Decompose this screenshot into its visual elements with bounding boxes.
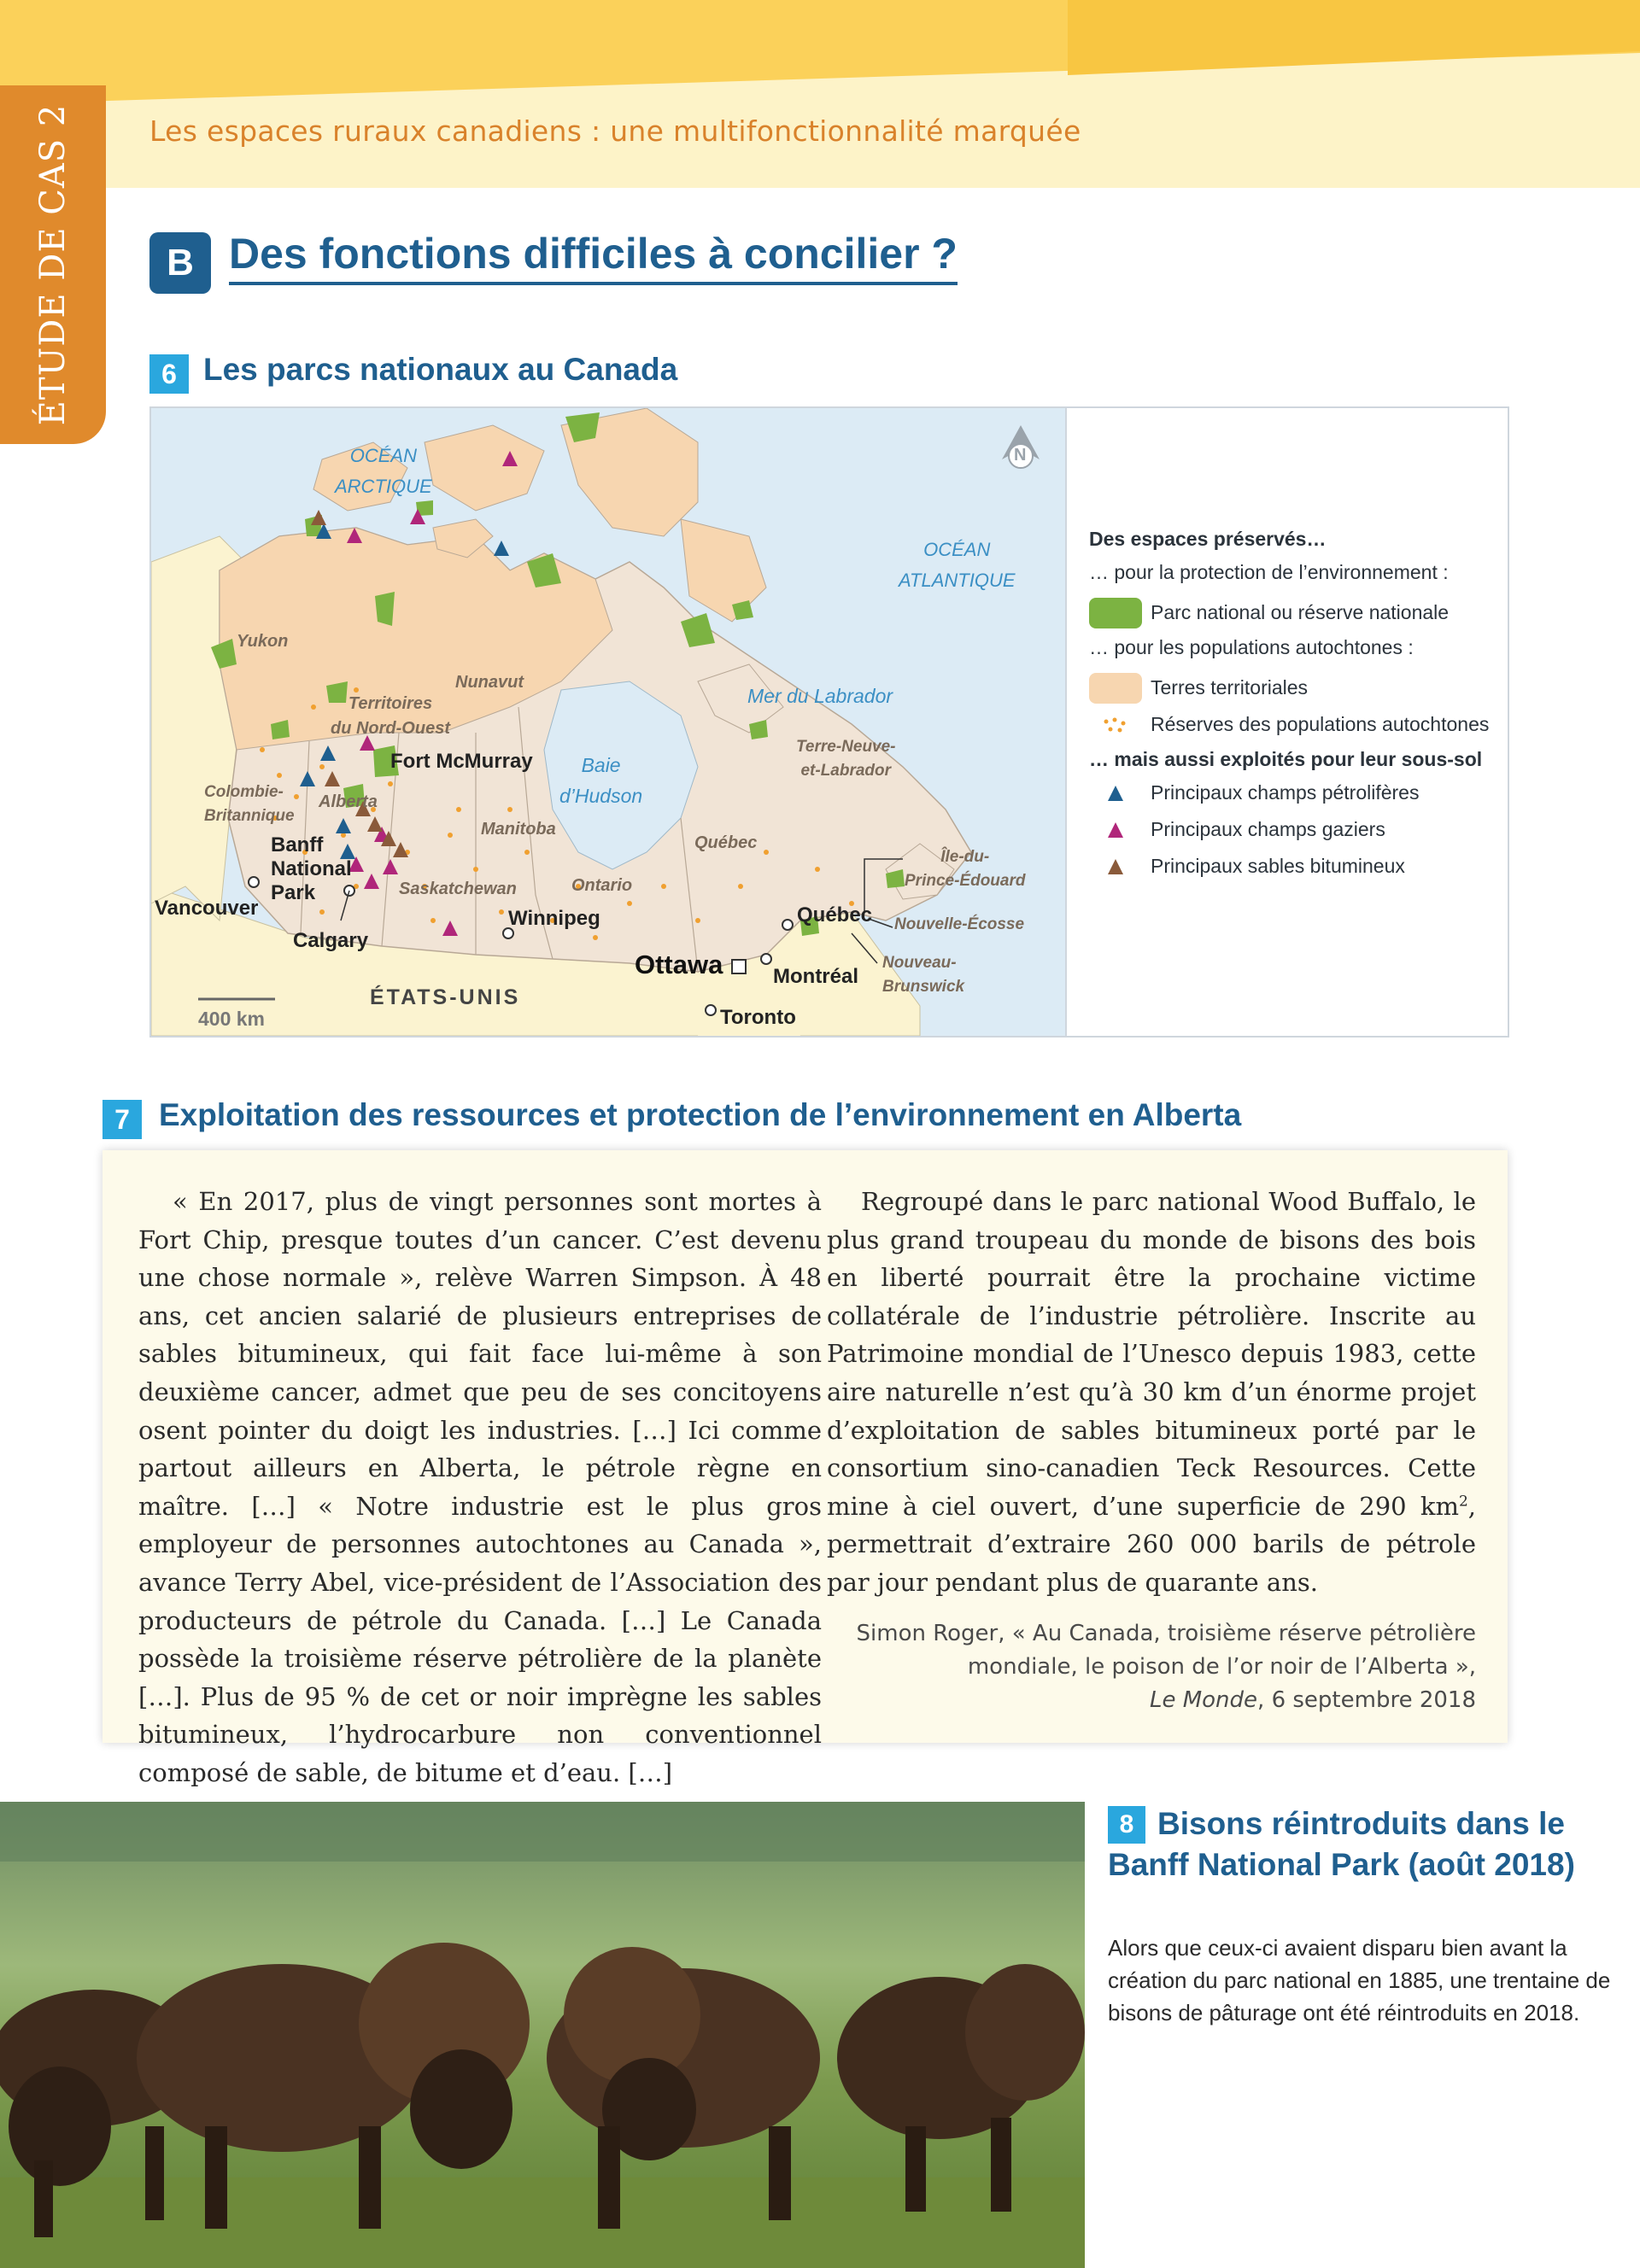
legend-swatch-parc <box>1089 598 1142 628</box>
legend-label-petrole: Principaux champs pétrolifères <box>1151 781 1420 804</box>
legend-env-sub: … pour la protection de l’environnement : <box>1089 561 1449 583</box>
label-nouveau-brunswick: Nouveau- Brunswick <box>882 954 965 996</box>
label-ile-prince-edouard: Île-du- Prince-Édouard <box>905 848 1026 890</box>
section-b-badge: B <box>149 232 211 294</box>
map-labels <box>151 408 1065 1036</box>
doc7-right-column <box>827 1183 1476 1717</box>
doc8-number-badge: 8 <box>1108 1806 1145 1844</box>
doc7-title: Exploitation des ressources et protection de l’environnement en Alberta <box>159 1097 1242 1132</box>
side-tab-label: ÉTUDE DE CAS 2 <box>33 103 73 426</box>
doc7-number-badge: 7 <box>102 1100 142 1139</box>
label-baie-hudson: Baie d’Hudson <box>559 754 643 807</box>
legend-label-gaz: Principaux champs gaziers <box>1151 818 1385 840</box>
label-montreal: Montréal <box>773 965 859 988</box>
label-banff: Banff National Park <box>271 833 352 904</box>
bison-photo <box>0 1802 1085 2268</box>
oil-triangle-icon <box>1089 778 1142 809</box>
gas-triangle-icon <box>1089 815 1142 845</box>
page-header-title: Les espaces ruraux canadiens : une multifonctionnalité marquée <box>149 114 1081 148</box>
label-ontario: Ontario <box>571 876 633 895</box>
bison-photo-illustration <box>0 1802 1085 2268</box>
legend-label-sables: Principaux sables bitumineux <box>1151 855 1405 877</box>
label-yukon: Yukon <box>237 632 289 651</box>
label-saskatchewan: Saskatchewan <box>399 880 517 898</box>
legend-label-terres: Terres territoriales <box>1151 676 1309 699</box>
doc7-text-box <box>102 1150 1508 1787</box>
legend-label-parc: Parc national ou réserve nationale <box>1151 601 1450 623</box>
doc7-left-column: « En 2017, plus de vingt personnes sont mortes à Fort Chip, presque toutes d’un cancer. C’est devenu une chose normale », relève Warren Simpson. À 48 ans, cet ancien salarié de plusieurs entreprises de sables bitumineux, qui fait face lui-même à son deuxième cancer, admet que peu de ses concitoyens osent pointer du doigt les industries. […] Ici comme partout ailleurs en Alberta, le pétrole règne en maître. […] « Notre industrie est le plus gros employeur de personnes autochtones au Canada », avance Terry Abel, vice-président de l’Association des producteurs de pétrole du Canada. […] Le Canada possède la troisième réserve pétrolière de la planète […]. Plus de 95 % de cet or noir imprègne les sables bitumineux, l’hydrocarbure non conventionnel composé de sable, de bitume et d’eau. […] <box>138 1187 822 1787</box>
label-mer-labrador: Mer du Labrador <box>747 685 893 707</box>
header-band <box>0 0 1640 188</box>
label-scale: 400 km <box>198 1008 266 1030</box>
label-ocean-arctique: OCÉAN ARCTIQUE <box>335 445 432 497</box>
doc6-number-badge: 6 <box>149 354 189 394</box>
label-territoires: Territoires du Nord-Ouest <box>331 694 450 738</box>
doc7-source: Simon Roger, « Au Canada, troisième réserve pétrolière mondiale, le poison de l’or noir de l’Alberta », Le Monde, 6 septembre 2018 <box>856 1620 1476 1713</box>
legend-pop-sub: … pour les populations autochtones : <box>1089 636 1414 658</box>
label-fort-mcmurray: Fort McMurray <box>390 750 533 773</box>
label-winnipeg: Winnipeg <box>508 907 600 930</box>
doc6-title: Les parcs nationaux au Canada <box>203 352 678 387</box>
header-band-shapes <box>0 0 1640 188</box>
doc7-right-paragraph: Regroupé dans le parc national Wood Buffalo, le plus grand troupeau du monde de bisons des bois en liberté pourrait être la prochaine victime collatérale de l’industrie pétrolière. Inscrite au Patrimoine mondial de l’Unesco depuis 1983, cette aire naturelle n’est qu’à 30 km d’un énorme projet d’exploitation de sables bitumineux porté par le consortium sino-canadien Teck Resources. Cette mine à ciel ouvert, d’une superficie de 290 $km^2$, permettrait d’extraire 260 000 barils de pétrole par jour pendant plus de quarante ans. <box>827 1187 1476 1597</box>
legend-dots-icon <box>1089 710 1142 740</box>
label-ottawa: Ottawa <box>635 950 723 979</box>
oil-sands-triangle-icon <box>1089 851 1142 882</box>
doc8-title: 8 Bisons réintroduits dans le Banff National Park (août 2018) <box>1108 1806 1575 1882</box>
legend-row-terres <box>1089 669 1499 706</box>
label-alberta: Alberta <box>319 792 378 811</box>
label-vancouver: Vancouver <box>155 897 259 920</box>
label-calgary: Calgary <box>293 929 369 952</box>
label-colombie: Colombie- Britannique <box>204 783 295 825</box>
doc8-caption: Alors que ceux-ci avaient disparu bien avant la création du parc national en 1885, une trentaine de bisons de pâturage ont été réintroduits en 2018. <box>1108 1935 1611 2025</box>
legend-heading: Des espaces préservés… <box>1089 528 1327 550</box>
label-nunavut: Nunavut <box>455 673 524 692</box>
map-figure <box>149 406 1509 1038</box>
legend-heading2: … mais aussi exploités pour leur sous-sol <box>1089 748 1483 770</box>
map-legend <box>1089 528 1499 885</box>
legend-row-reserves <box>1089 706 1499 743</box>
label-terre-neuve: Terre-Neuve- et-Labrador <box>796 738 896 780</box>
legend-row-gaz <box>1089 811 1499 848</box>
legend-label-reserves: Réserves des populations autochtones <box>1151 713 1490 735</box>
section-b-title: Des fonctions difficiles à concilier ? <box>229 229 958 285</box>
legend-row-petrole <box>1089 775 1499 811</box>
legend-row-parc <box>1089 594 1499 631</box>
label-quebec-province: Québec <box>694 833 758 852</box>
label-nouvelle-ecosse: Nouvelle-Écosse <box>894 915 1025 933</box>
legend-swatch-terres <box>1089 673 1142 704</box>
label-toronto: Toronto <box>720 1006 796 1029</box>
label-etats-unis: ÉTATS-UNIS <box>370 985 521 1009</box>
north-arrow-letter: N <box>1014 446 1027 465</box>
label-ocean-atlantique: OCÉAN ATLANTIQUE <box>899 539 1016 591</box>
map-legend-divider <box>1065 408 1067 1036</box>
legend-row-sables <box>1089 848 1499 885</box>
canada-map <box>151 408 1065 1036</box>
label-manitoba: Manitoba <box>481 820 556 839</box>
label-quebec-city: Québec <box>797 903 873 926</box>
